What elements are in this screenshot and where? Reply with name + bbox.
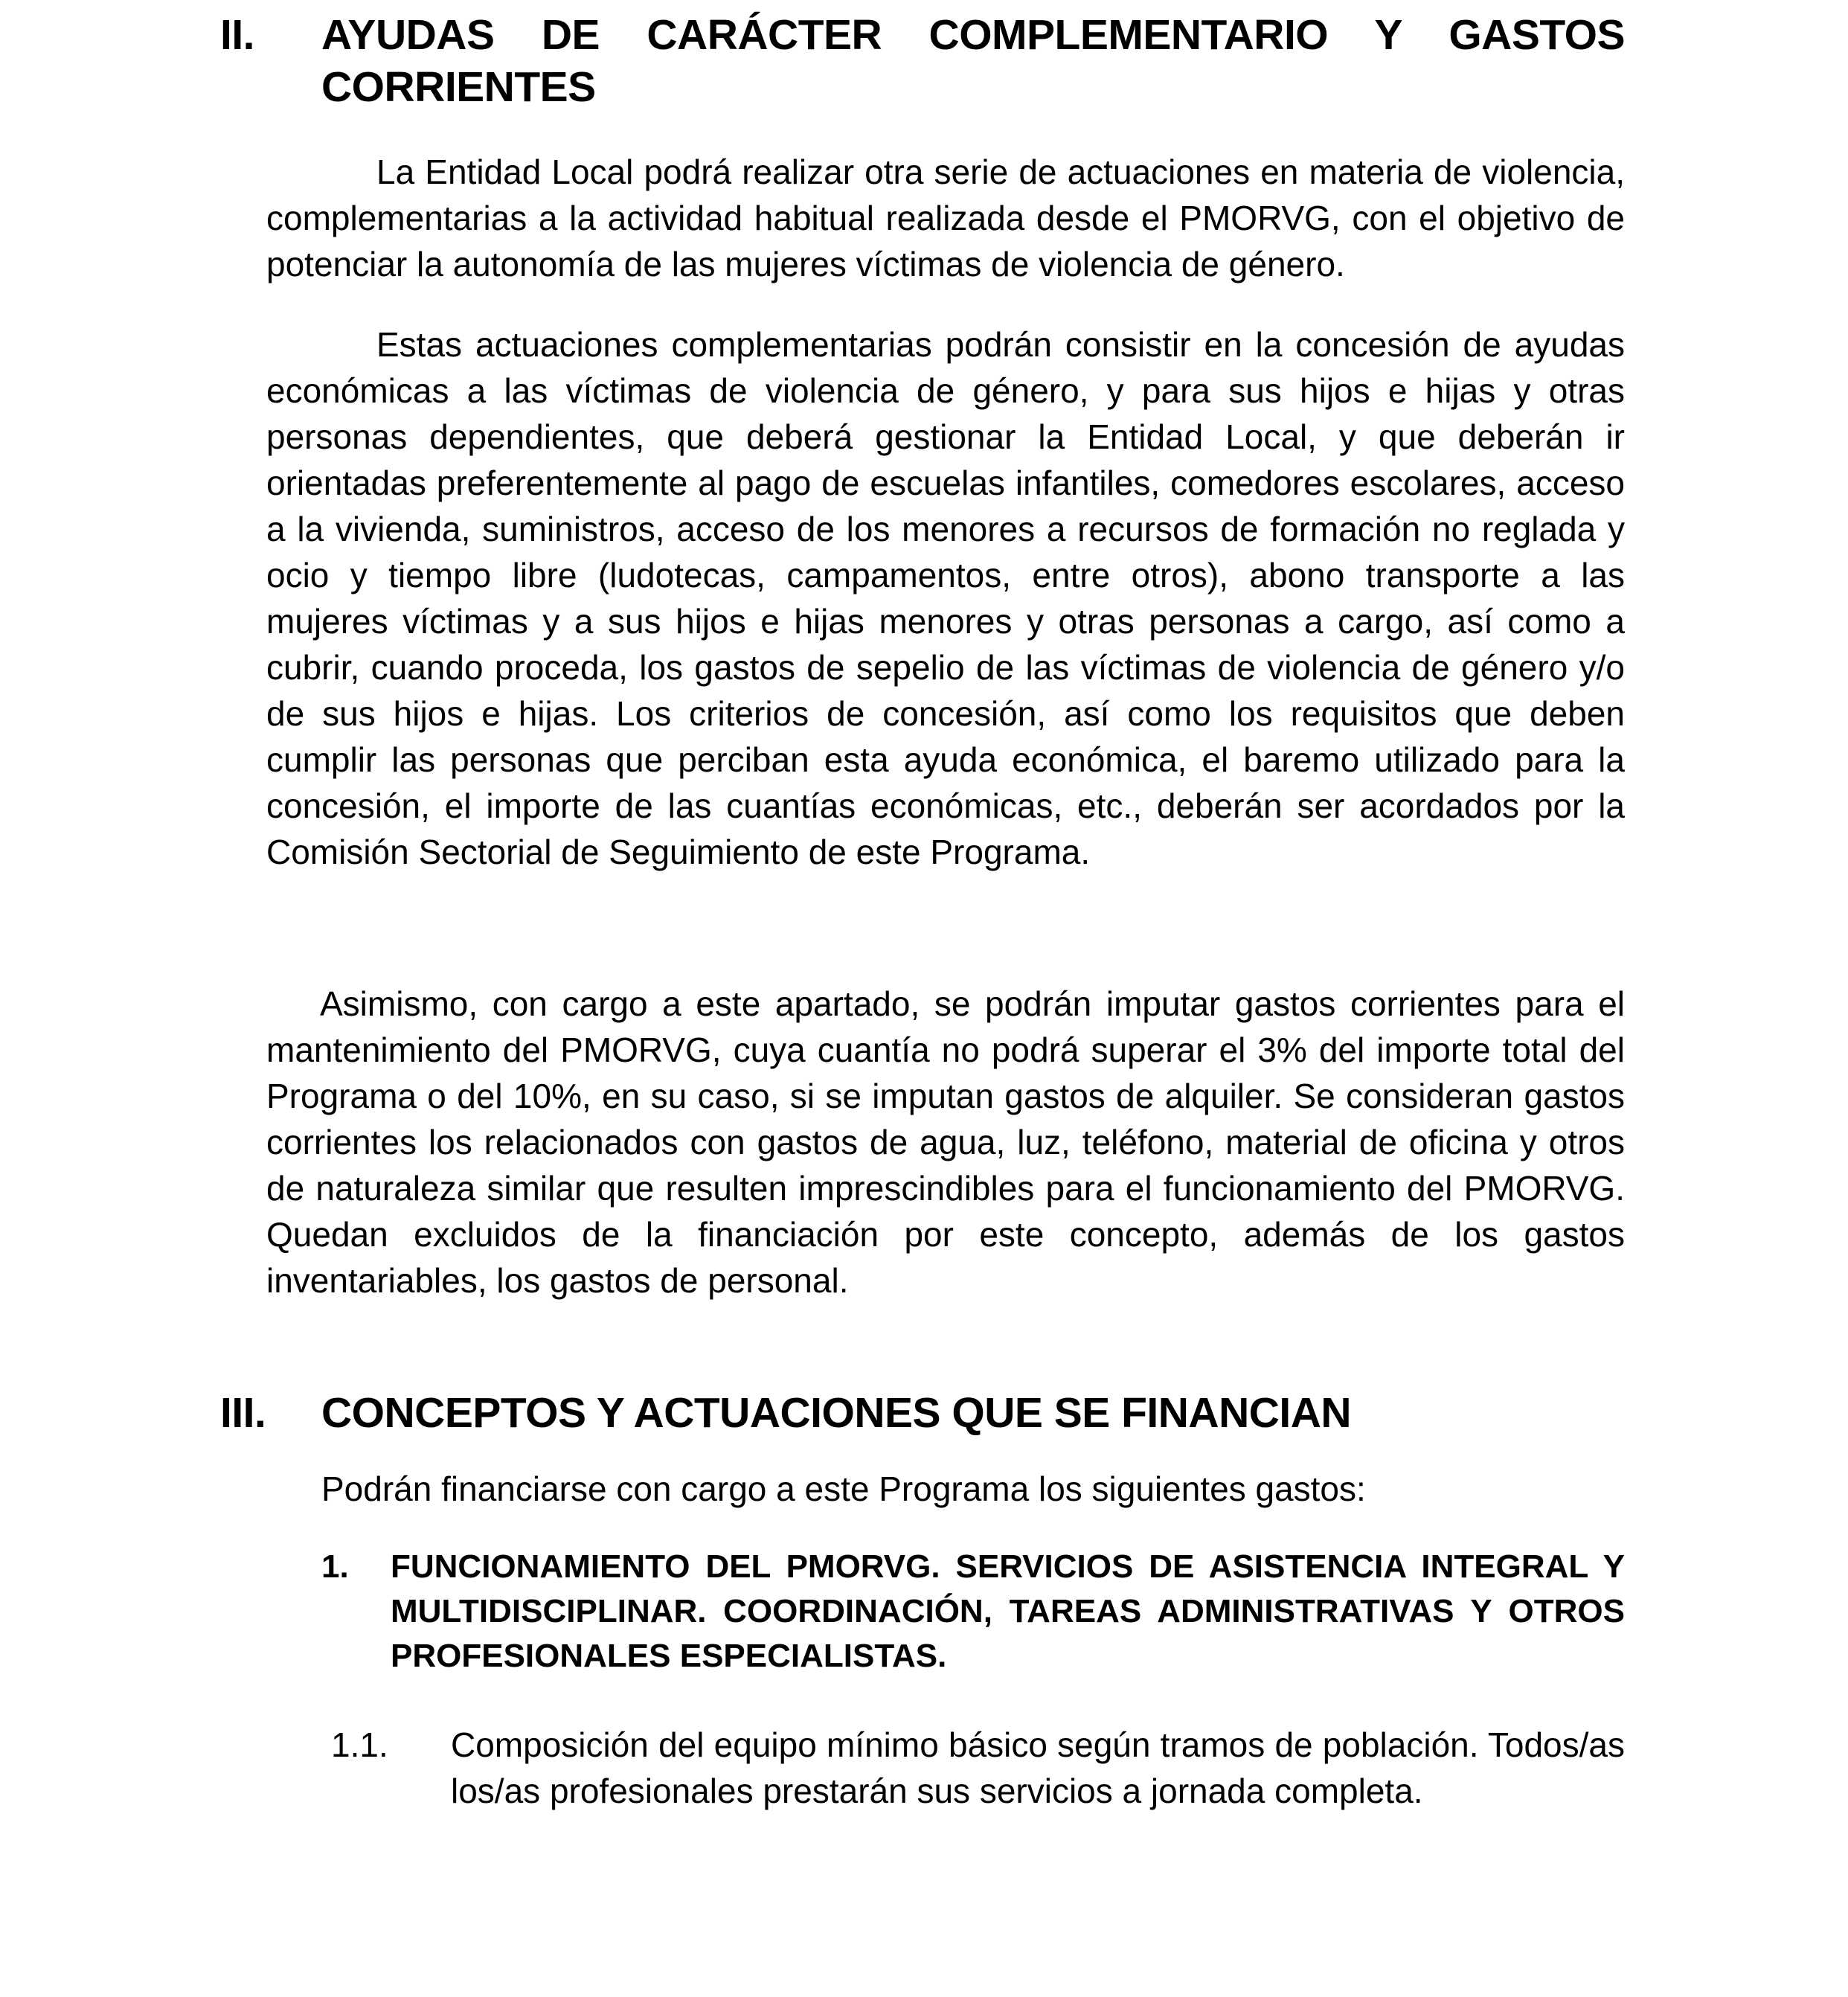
section-ii-title: AYUDAS DE CARÁCTER COMPLEMENTARIO Y GASTOS CORRIENTES <box>321 11 1625 111</box>
section-iii-number: III. <box>220 1389 266 1437</box>
item-1-1 <box>331 1722 1625 1814</box>
item-1-1-number: 1.1. <box>331 1725 388 1764</box>
section-iii-title: CONCEPTOS Y ACTUACIONES QUE SE FINANCIAN <box>321 1389 1352 1437</box>
item-1-1-text: Composición del equipo mínimo básico según tramos de población. Todos/as los/as profesionales prestarán sus servicios a jornada completa. <box>451 1725 1625 1810</box>
section-iii-intro: Podrán financiarse con cargo a este Programa los siguientes gastos: <box>321 1469 1366 1508</box>
paragraph-entidad-local: La Entidad Local podrá realizar otra serie de actuaciones en materia de violencia, complementarias a la actividad habitual realizada desde el PMORVG, con el objetivo de potenciar la autonomía de las mujeres víctimas de violencia de género. <box>266 153 1625 283</box>
paragraph-actuaciones-complementarias: Estas actuaciones complementarias podrán consistir en la concesión de ayudas económicas a las víctimas de violencia de género, y para sus hijos e hijas y otras personas dependientes, que deberá gestionar la Entidad Local, y que deberán ir orientadas preferentemente al pago de escuelas infantiles, comedores escolares, acceso a la vivienda, suministros, acceso de los menores a recursos de formación no reglada y ocio y tiempo libre (ludotecas, campamentos, entre otros), abono transporte a las mujeres víctimas y a sus hijos e hijas menores y otras personas a cargo, así como a cubrir, cuando proceda, los gastos de sepelio de las víctimas de violencia de género y/o de sus hijos e hijas. Los criterios de concesión, así como los requisitos que deben cumplir las personas que perciban esta ayuda económica, el baremo utilizado para la concesión, el importe de las cuantías económicas, etc., deberán ser acordados por la Comisión Sectorial de Seguimiento de este Programa. <box>266 325 1625 871</box>
item-1 <box>321 1545 1625 1679</box>
section-iii-heading <box>220 1387 1625 1439</box>
item-1-number: 1. <box>321 1548 349 1585</box>
item-1-title: FUNCIONAMIENTO DEL PMORVG. SERVICIOS DE ASISTENCIA INTEGRAL Y MULTIDISCIPLINAR. COORDINACIÓN, TAREAS ADMINISTRATIVAS Y OTROS PROFESIONALES ESPECIALISTAS. <box>391 1548 1625 1674</box>
paragraph-gastos-corrientes: Asimismo, con cargo a este apartado, se podrán imputar gastos corrientes para el mantenimiento del PMORVG, cuya cuantía no podrá superar el 3% del importe total del Programa o del 10%, en su caso, si se imputan gastos de alquiler. Se consideran gastos corrientes los relacionados con gastos de agua, luz, teléfono, material de oficina y otros de naturaleza similar que resulten imprescindibles para el funcionamiento del PMORVG. Quedan excluidos de la financiación por este concepto, además de los gastos inventariables, los gastos de personal. <box>266 984 1625 1300</box>
section-ii-number: II. <box>220 11 255 59</box>
section-ii-heading <box>220 9 1625 113</box>
